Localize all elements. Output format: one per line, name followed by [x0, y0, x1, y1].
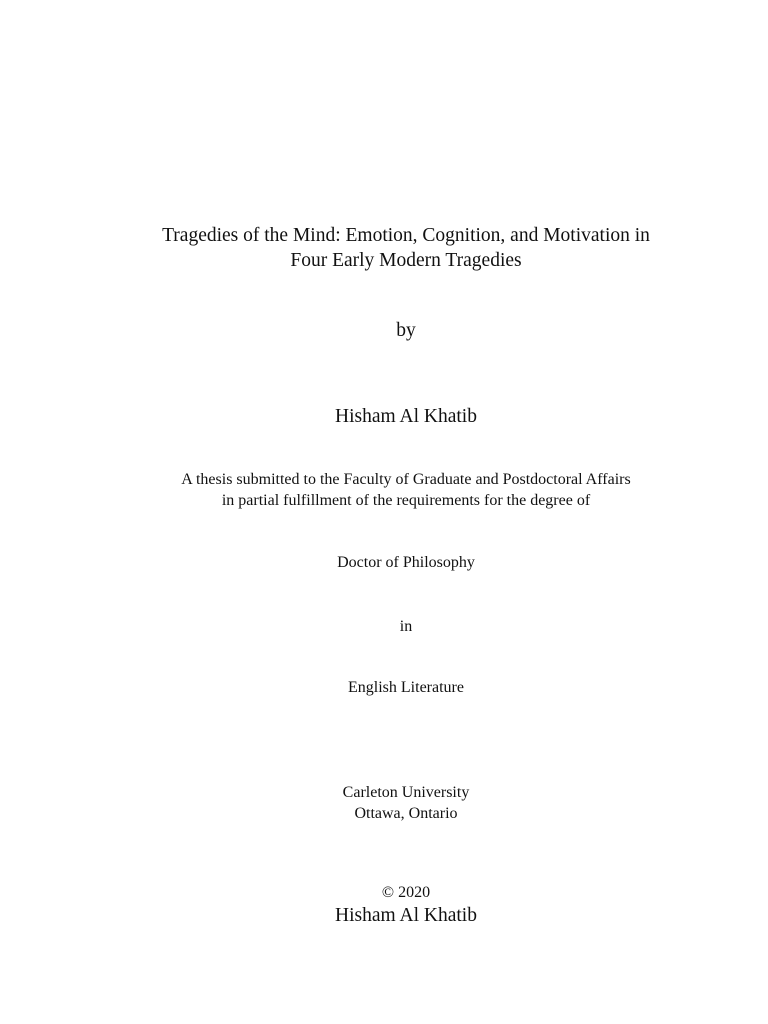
submission-statement-line-2: in partial fulfillment of the requirements for the degree of [221, 492, 591, 509]
field-of-study: English Literature [348, 679, 464, 696]
in-label: in [399, 618, 413, 635]
copyright-holder: Hisham Al Khatib [335, 905, 477, 926]
institution-location: Ottawa, Ontario [354, 805, 458, 822]
author-name: Hisham Al Khatib [335, 406, 477, 427]
thesis-title-line-2: Four Early Modern Tragedies [290, 250, 522, 271]
submission-statement-line-1: A thesis submitted to the Faculty of Graduate and Postdoctoral Affairs [181, 471, 631, 488]
thesis-title-line-1: Tragedies of the Mind: Emotion, Cognition, and Motivation in [162, 225, 650, 246]
by-label: by [396, 320, 416, 341]
copyright-notice: © 2020 [381, 884, 431, 901]
institution-name: Carleton University [342, 784, 470, 801]
degree-name: Doctor of Philosophy [337, 554, 475, 571]
